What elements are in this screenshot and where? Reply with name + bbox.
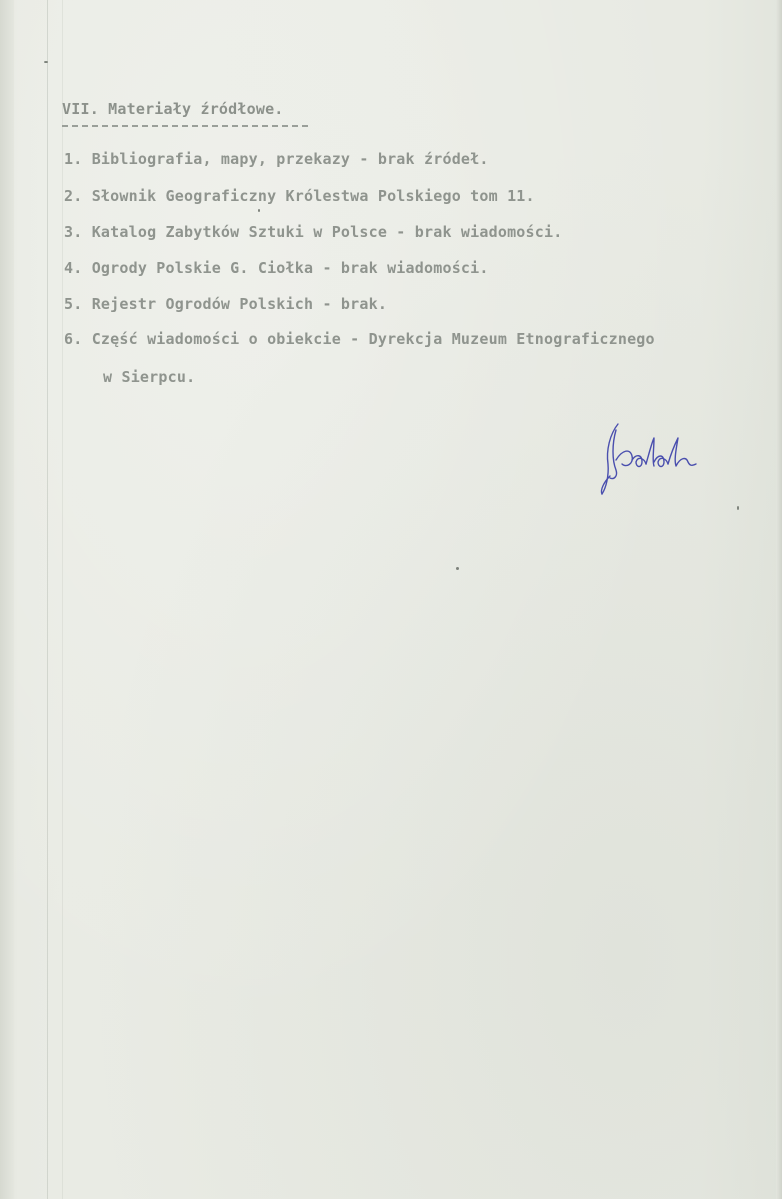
fold-line [47, 0, 48, 1199]
handwritten-signature [596, 420, 711, 500]
list-item-1: 1. Bibliografia, mapy, przekazy - brak źródeł. [64, 150, 489, 168]
heading-underline [62, 125, 308, 127]
paper-speck [737, 506, 739, 510]
list-item-4: 4. Ogrody Polskie G. Ciołka - brak wiadomości. [64, 259, 489, 277]
fold-line-secondary [62, 0, 63, 1199]
list-item-3: 3. Katalog Zabytków Sztuki w Polsce - brak wiadomości. [64, 223, 563, 241]
section-heading: VII. Materiały źródłowe. [62, 100, 284, 118]
list-item-6: 6. Część wiadomości o obiekcie - Dyrekcja Muzeum Etnograficznego [64, 330, 655, 348]
page-right-edge [776, 0, 782, 1199]
paper-speck [44, 61, 48, 63]
list-item-2: 2. Słownik Geograficzny Królestwa Polskiego tom 11. [64, 187, 535, 205]
paper-speck [456, 567, 459, 570]
list-item-5: 5. Rejestr Ogrodów Polskich - brak. [64, 295, 388, 313]
page-edge-shadow [0, 0, 14, 1199]
paper-speck [258, 209, 260, 212]
list-item-6-continuation: w Sierpcu. [103, 368, 196, 386]
